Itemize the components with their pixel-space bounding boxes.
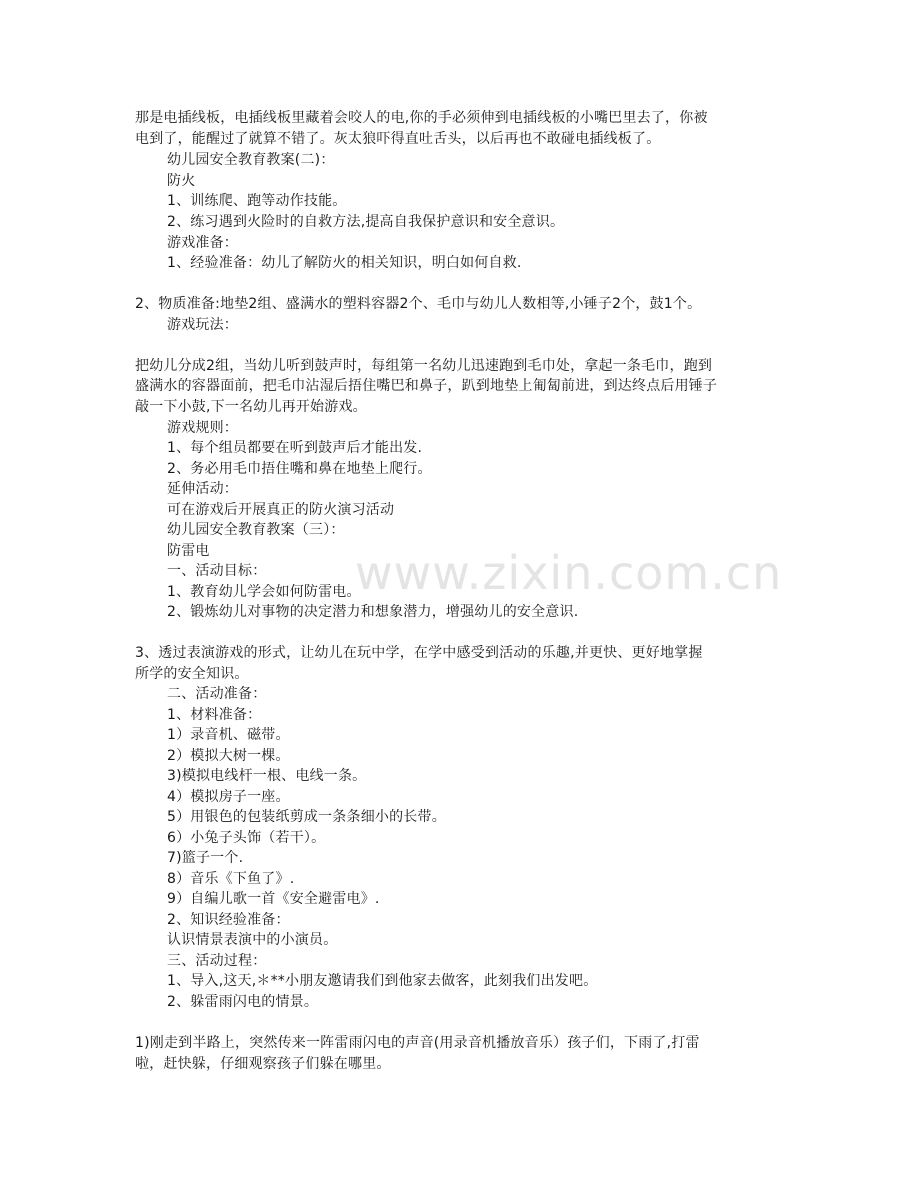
text-line: 2、练习遇到火险时的自救方法,提高自我保护意识和安全意识。 <box>167 214 565 230</box>
text-line: 8）音乐《下鱼了》. <box>167 871 295 887</box>
text-line: 二、活动准备： <box>167 686 267 702</box>
text-line: 3、透过表演游戏的形式，让幼儿在玩中学，在学中感受到活动的乐趣,并更快、更好地掌握 <box>135 645 703 661</box>
text-line: 所学的安全知识。 <box>135 666 249 682</box>
text-line: 1、训练爬、跑等动作技能。 <box>167 193 347 209</box>
text-line: 2、务必用毛巾捂住嘴和鼻在地垫上爬行。 <box>167 461 432 477</box>
text-line: 一、活动目标： <box>167 563 267 579</box>
text-line: 2、知识经验准备： <box>167 912 290 928</box>
section-heading: 幼儿园安全教育教案（三）： <box>167 522 345 538</box>
text-line: 游戏玩法： <box>167 317 238 333</box>
text-line: 可在游戏后开展真正的防火演习活动 <box>167 502 395 518</box>
text-line: 1、教育幼儿学会如何防雷电。 <box>167 584 361 600</box>
text-line: 4）模拟房子一座。 <box>167 789 290 805</box>
watermark: www.zixin.com.cn <box>355 546 783 600</box>
text-line: 1、每个组员都要在听到鼓声后才能出发. <box>167 440 423 456</box>
text-line: 1、材料准备： <box>167 707 262 723</box>
text-line: 游戏规则： <box>167 420 238 436</box>
text-line: 3)模拟电线杆一根、电线一条。 <box>167 768 367 784</box>
text-line: 2、锻炼幼儿对事物的决定潜力和想象潜力，增强幼儿的安全意识. <box>167 604 579 620</box>
text-line: 游戏准备： <box>167 235 238 251</box>
text-line: 1、经验准备：幼儿了解防火的相关知识，明白如何自救. <box>167 255 522 271</box>
text-line: 防雷电 <box>167 543 210 559</box>
section-heading: 幼儿园安全教育教案(二)： <box>167 152 335 168</box>
text-line: 敲一下小鼓,下一名幼儿再开始游戏。 <box>135 399 367 415</box>
text-line: 把幼儿分成2组，当幼儿听到鼓声时，每组第一名幼儿迅速跑到毛巾处，拿起一条毛巾，跑到 <box>135 358 713 374</box>
text-line: 啦，赶快躲，仔细观察孩子们躲在哪里。 <box>135 1056 391 1072</box>
text-line: 防火 <box>167 173 196 189</box>
text-line: 5）用银色的包装纸剪成一条条细小的长带。 <box>167 809 446 825</box>
text-line: 2、物质准备:地垫2组、盛满水的塑料容器2个、毛巾与幼儿人数相等,小锤子2个，鼓1个。 <box>135 296 702 312</box>
text-line: 6）小兔子头饰（若干）。 <box>167 830 326 846</box>
text-line: 那是电插线板，电插线板里藏着会咬人的电,你的手必须伸到电插线板的小嘴巴里去了，你被 <box>135 110 708 126</box>
text-line: 盛满水的容器面前，把毛巾沾湿后捂住嘴巴和鼻子，趴到地垫上匍匐前进，到达终点后用锤子 <box>135 378 718 394</box>
text-line: 7)篮子一个. <box>167 850 244 866</box>
text-line: 延伸活动： <box>167 481 238 497</box>
text-line: 2）模拟大树一棵。 <box>167 748 290 764</box>
text-line: 1、导入,这天,＊**小朋友邀请我们到他家去做客，此刻我们出发吧。 <box>167 973 598 989</box>
text-line: 2、躲雷雨闪电的情景。 <box>167 994 319 1010</box>
text-line: 认识情景表演中的小演员。 <box>167 932 338 948</box>
text-line: 电到了，能醒过了就算不错了。灰太狼吓得直吐舌头，以后再也不敢碰电插线板了。 <box>135 131 661 147</box>
text-line: 1)刚走到半路上，突然传来一阵雷雨闪电的声音(用录音机播放音乐）孩子们，下雨了,打雷 <box>135 1035 700 1051</box>
text-line: 三、活动过程： <box>167 953 267 969</box>
text-line: 9）自编儿歌一首《安全避雷电》. <box>167 891 380 907</box>
text-line: 1）录音机、磁带。 <box>167 727 290 743</box>
